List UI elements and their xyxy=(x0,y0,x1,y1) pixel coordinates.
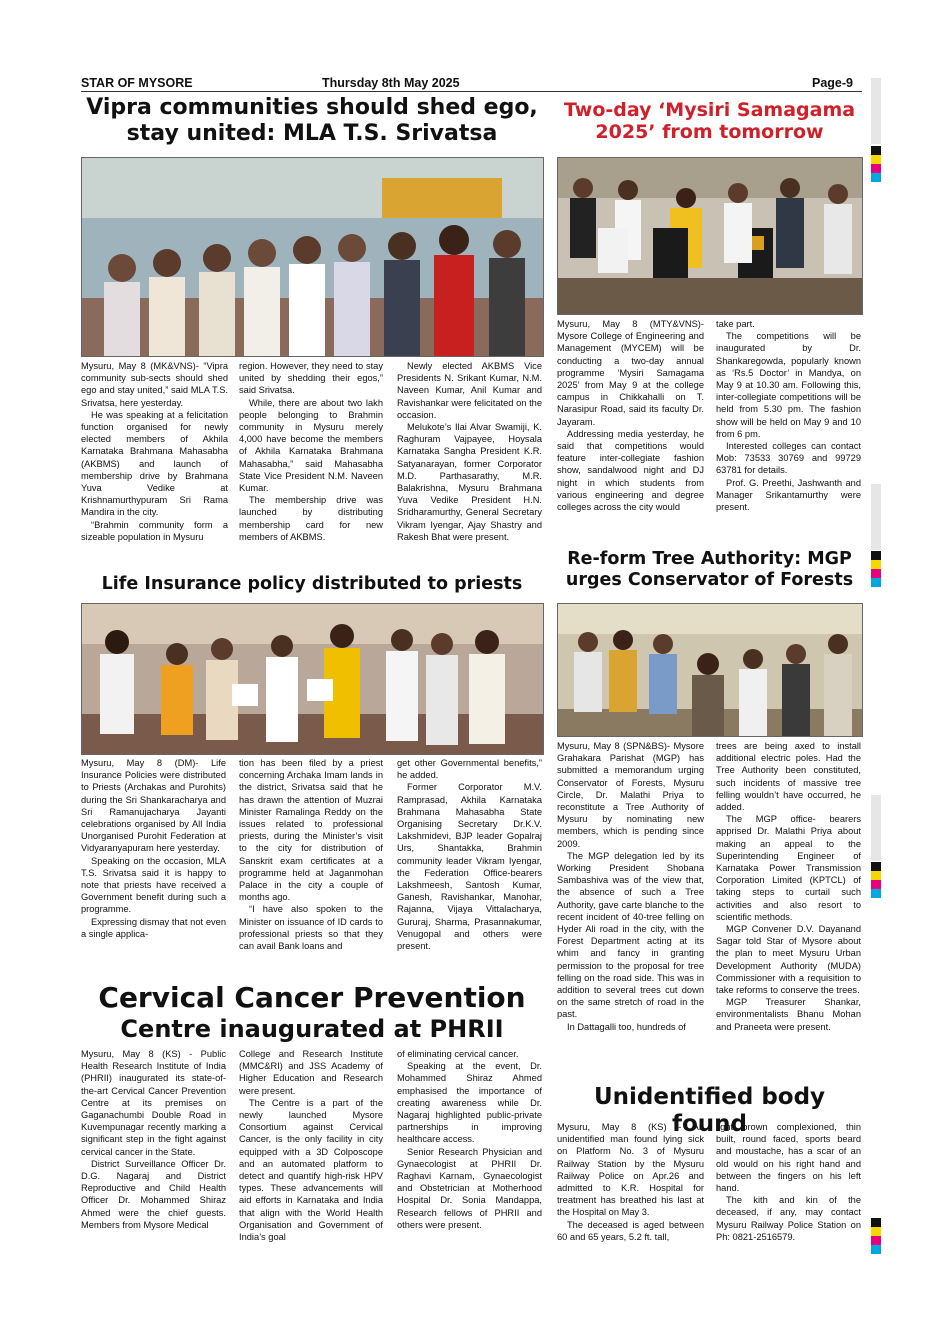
reg-magenta xyxy=(871,880,881,889)
reg-cyan xyxy=(871,1245,881,1254)
paper-name: STAR OF MYSORE xyxy=(81,76,193,90)
insurance-col1: Mysuru, May 8 (DM)- Life Insurance Policies were distributed to Priests (Archakas and Purohits) during the Sri Shankaracharya and Sri Ramanujacharya Jayanti celebrations organised by All India Unorganised Purohit Federation at Vidyaranyapuram here yesterday. Speaking on the occasion, MLA T.S. Srivatsa said it is happy to note that priests have received a Government benefit during such a programme. Expressing dismay that not even a single applica- xyxy=(81,758,226,939)
reg-magenta xyxy=(871,1236,881,1245)
reg-yellow xyxy=(871,1227,881,1236)
vipra-photo xyxy=(81,157,544,357)
body-col1: Mysuru, May 8 (KS) - An unidentified man found lying sick on Platform No. 3 of Mysuru Railway Station by the Mysuru Railway Police on Apr.26 and admitted to K.R. Hospital for treatment has breathed his last at the Hospital on May 3. The deceased is aged between 60 and 65 years, 5.2 ft. tall, xyxy=(557,1122,704,1242)
insurance-headline: Life Insurance policy distributed to priests xyxy=(101,574,523,594)
page-number: Page-9 xyxy=(812,76,853,90)
reg-magenta xyxy=(871,569,881,578)
issue-date: Thursday 8th May 2025 xyxy=(322,76,460,90)
cervical-col3: of eliminating cervical cancer. Speaking at the event, Dr. Mohammed Shiraz Ahmed emphasised the importance of creating awareness while Dr. Nagaraj highlighted public-private partnerships in improving healthcare access. Senior Research Physician and Gynaecologist at PHRII Dr. Raghavi Karnam, Gynaecologist and Obstetrician at Motherhood Hospital Dr. Sonia Mandappa, Research fellows of PHRII and others were present. xyxy=(397,1049,542,1230)
tree-col2: trees are being axed to install additional electric poles. Had the Tree Authority been constituted, such incidents of massive tree felling wouldn’t have occurred, he added. The MGP office- bearers apprised Dr. Malathi Priya about making an appeal to the Superintending Engineer of Karnataka Power Transmission Corporation Limited (KPTCL) of taking steps to curtail such activities and also resort to scientific methods. MGP Convener D.V. Dayanand Sagar told Star of Mysore about the plan to meet Mysuru Urban Development Authority (MUDA) Commissioner with a requisition to take reforms to conserve the trees. MGP Treasurer Shankar, environmentalists Bhanu Mohan and Praneeta were present. xyxy=(716,741,861,1032)
body-headline: Unidentified body found xyxy=(593,1084,826,1138)
reg-black xyxy=(871,551,881,560)
tree-headline: Re-form Tree Authority: MGP urges Conservator of Forests xyxy=(565,549,854,590)
reg-cyan xyxy=(871,578,881,587)
samagama-col1: Mysuru, May 8 (MTY&VNS)- Mysore College of Engineering and Management (MYCEM) will be conducting a two-day annual programme ‘Mysiri Samagama 2025’ from May 9 at the college campus in Chikkahalli on T. Narasipur Road, said its faculty Dr. Jayaram. Addressing media yesterday, he said that competitions would feature inter-collegiate fashion show, sandalwood night and DJ night in which students from various engineering and degree colleges across the city would xyxy=(557,319,704,513)
reg-cyan xyxy=(871,173,881,182)
vipra-col2: region. However, they need to stay united by shedding their egos,” said Srivatsa. While, there are about two lakh people belonging to Brahmin community in Mysuru merely 4,000 have become the members of Akhila Karnataka Brahmana Mahasabha,” said Mahasabha State Vice President N.M. Naveen Kumar. The membership drive was launched by distributing membership card for new members of AKBMS. xyxy=(239,361,383,542)
cervical-col2: College and Research Institute (MMC&RI) and JSS Academy of Higher Education and Research were present. The Centre is a part of the newly launched Mysore Consortium against Cervical Cancer, is the only facility in city equipped with a 3D Colposcope and an automated platform to detect and quantify high-risk HPV types. These advancements will aid efforts in Karnataka and India that align with the World Health Organisation and Government of India’s goal xyxy=(239,1049,383,1243)
reg-yellow xyxy=(871,871,881,880)
grey-bar xyxy=(871,795,881,861)
grey-bar xyxy=(871,78,881,144)
header-rule xyxy=(81,91,862,92)
grey-bar xyxy=(871,484,881,550)
reg-yellow xyxy=(871,155,881,164)
insurance-col2: tion has been filed by a priest concerning Archaka Imam lands in the district, Srivatsa said that he has drawn the attention of Muzrai Minister Ramalinga Reddy on the issues related to professional priests, during the Minister’s visit to the city for distribution of Sanskrit exam certificates at a programme held at Jaganmohan Palace in the city a couple of months ago. “I have also spoken to the Minister on issuance of ID cards to professional priests so that they can avail Bank loans and xyxy=(239,758,383,952)
reg-magenta xyxy=(871,164,881,173)
reg-cyan xyxy=(871,889,881,898)
cervical-headline: Cervical Cancer Prevention Centre inaugurated at PHRII xyxy=(98,981,526,1043)
body-col2: light brown complexioned, thin built, round faced, sports beard and moustache, has a scar of an old would on his right hand and between the fingers on his left hand. The kith and kin of the deceased, if any, may contact Mysuru Railway Police Station on Ph: 0821-2516579. xyxy=(716,1122,861,1242)
vipra-headline: Vipra communities should shed ego, stay united: MLA T.S. Srivatsa xyxy=(86,95,538,146)
reg-black xyxy=(871,1218,881,1227)
reg-black xyxy=(871,146,881,155)
reg-black xyxy=(871,862,881,871)
vipra-col3: Newly elected AKBMS Vice Presidents N. Srikant Kumar, N.M. Naveen Kumar, Anil Kumar and Ravishankar were felicitated on the occasion. Melukote’s Ilai Alvar Swamiji, K. Raghuram Vajpayee, Hoysala Karnataka Sangha President K.R. Satyanarayan, former Corporator M.D. Parthasarathy, M.R. Balakrishna, Mysuru Brahmana Yuva Vedike President H.N. Sridharamurthy, General Secretary Vikram Iyengar, Ajay Shastry and Rakesh Bhat were present. xyxy=(397,361,542,542)
samagama-photo xyxy=(557,157,863,315)
cervical-col1: Mysuru, May 8 (KS) - Public Health Research Institute of India (PHRII) inaugurated its state-of-the-art Cervical Cancer Prevention Centre at its premises on Gaganachumbi Double Road in Kuvempunagar recently marking a significant step in the fight against cervical cancer in the State. District Surveillance Officer Dr. D.G. Nagaraj and District Reproductive and Child Health Officer Dr. Mohammed Shiraz Ahmed were the chief guests. Members from Mysore Medical xyxy=(81,1049,226,1230)
vipra-col1: Mysuru, May 8 (MK&VNS)- “Vipra community sub-sects should shed ego and stay united,” said MLA T.S. Srivatsa, here yesterday. He was speaking at a felicitation function organised for newly elected members of Akhila Karnataka Brahmana Mahasabha (AKBMS) and launch of membership drive by Brahmana Yuva Vedike at Krishnamurthypuram Sri Rama Mandira in the city. “Brahmin community form a sizeable population in Mysuru xyxy=(81,361,228,542)
tree-photo xyxy=(557,603,863,737)
tree-col1: Mysuru, May 8 (SPN&BS)- Mysore Grahakara Parishat (MGP) has submitted a memorandum urging Conservator of Forests, Mysuru Circle, Dr. Malathi Priya to reconstitute a Tree Authority of Mysuru by nominating new members, which is pending since 2009. The MGP delegation led by its Working President Shobana Sambashiva was of the view that, the absence of such a Tree Authority, gave carte blanche to the recent incident of 40-tree felling on Hyder Ali road in the city, with the Forest Department acting at its whim and fancy in granting permission to the proposal for tree felling on the road side. This was in addition to several trees cut down on the same stretch of road in the past. In Dattagalli too, hundreds of xyxy=(557,741,704,1032)
samagama-headline: Two-day ‘Mysiri Samagama 2025’ from tomorrow xyxy=(563,99,856,144)
insurance-col3: get other Governmental benefits,” he added. Former Corporator M.V. Ramprasad, Akhila Karnataka Brahmana Mahasabha State Organising Secretary Dr.K.V. Lakshmidevi, BJP leader Gopalraj Urs, Shantakka, Brahmin community leader Vikram Iyengar, the Federation Office-bearers Lakshmeesh, Santosh Kumar, Ganesh, Ravishankar, Manohar, Rajanna, Vijaya Vittalacharya, Gururaj, Sharma, Prasannakumar, Venugopal and others were present. xyxy=(397,758,542,952)
reg-yellow xyxy=(871,560,881,569)
insurance-photo xyxy=(81,603,544,755)
samagama-col2: take part. The competitions will be inaugurated by Dr. Shankaregowda, popularly known as ‘Rs.5 Doctor’ in Mandya, on May 9 at 10.30 am. Following this, inter-collegiate competitions will be held from 5.30 pm. The fashion show will be held on May 9 and 10 from 6 pm. Interested colleges can contact Mob: 73533 30769 and 99729 63781 for details. Prof. G. Preethi, Jashwanth and Manager Srikantamurthy were present. xyxy=(716,319,861,513)
